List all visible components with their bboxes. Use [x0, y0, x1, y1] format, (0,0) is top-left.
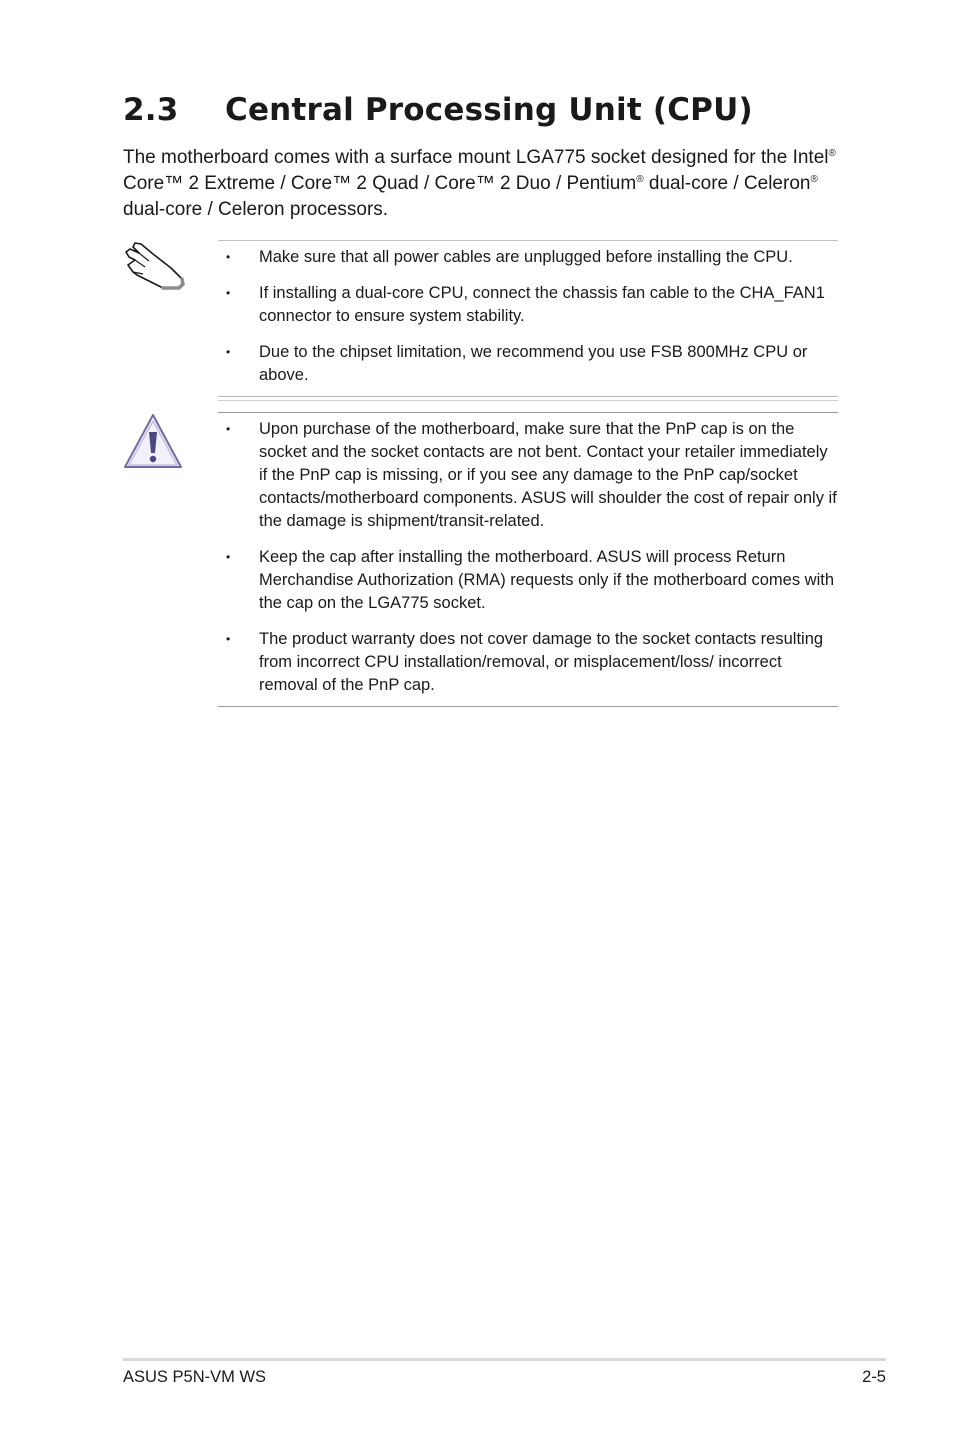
footer-product-name: ASUS P5N-VM WS: [123, 1368, 267, 1386]
section-number: 2.3: [123, 92, 179, 128]
section-title: Central Processing Unit (CPU): [225, 92, 753, 128]
section-heading: [123, 92, 753, 128]
intro-paragraph: [123, 145, 843, 223]
intro-text-3: dual-core / Celeron: [643, 173, 811, 194]
list-item: • Keep the cap after installing the motherboard. ASUS will process Return Merchandise Authorization (RMA) requests only if the motherboard comes with the cap on the LGA775 socket.: [218, 546, 838, 615]
list-item: • If installing a dual-core CPU, connect the chassis fan cable to the CHA_FAN1 connector to ensure system stability.: [218, 282, 838, 328]
registered-mark: ®: [636, 174, 644, 185]
intro-text-2: Core™ 2 Extreme / Core™ 2 Quad / Core™ 2 Duo / Pentium: [123, 173, 637, 194]
warning-triangle-icon: [122, 412, 184, 470]
registered-mark: ®: [828, 148, 836, 159]
registered-mark: ®: [810, 174, 818, 185]
intro-text-1: The motherboard comes with a surface mount LGA775 socket designed for the Intel: [123, 147, 829, 168]
note-box: [218, 240, 838, 397]
warning-box: [218, 412, 838, 707]
footer-page-number: 2-5: [862, 1368, 886, 1386]
list-item: • Due to the chipset limitation, we recommend you use FSB 800MHz CPU or above.: [218, 341, 838, 387]
list-item: • The product warranty does not cover damage to the socket contacts resulting from incorrect CPU installation/removal, or misplacement/loss/ incorrect removal of the PnP cap.: [218, 628, 838, 697]
footer-rule: [123, 1358, 886, 1361]
note-list: [218, 241, 838, 396]
list-item: • Make sure that all power cables are unplugged before installing the CPU.: [218, 246, 838, 269]
intro-text-4: dual-core / Celeron processors.: [123, 199, 389, 220]
warning-list: [218, 413, 838, 706]
hand-pointing-icon: [123, 240, 187, 290]
list-item: • Upon purchase of the motherboard, make sure that the PnP cap is on the socket and the socket contacts are not bent. Contact your retailer immediately if the PnP cap is missing, or if you see any damage to the PnP cap/socket contacts/motherboard components. ASUS will shoulder the cost of repair only if the damage is shipment/transit-related.: [218, 418, 838, 533]
